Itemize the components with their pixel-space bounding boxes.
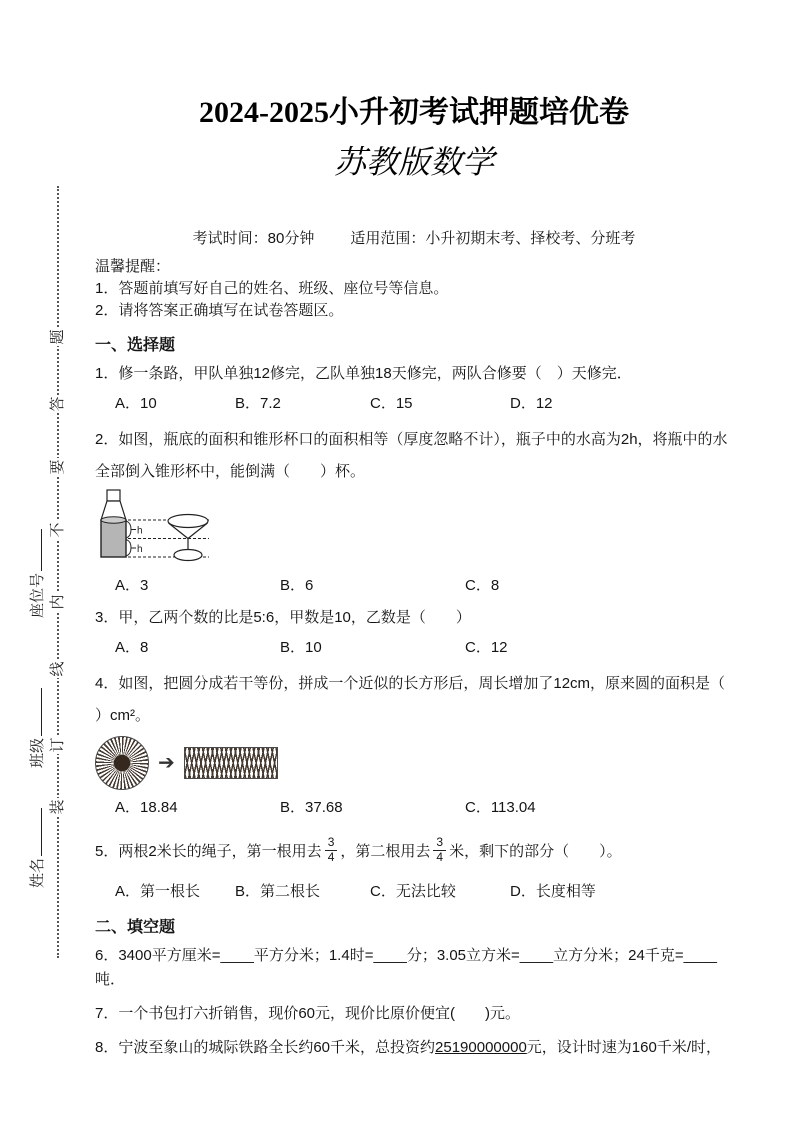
option-b: B．7.2 [235,395,281,412]
question-2: 2．如图，瓶底的面积和锥形杯口的面积相等（厚度忽略不计），瓶子中的水高为2h，将瓶中的水全部倒入锥形杯中，能倒满（ ）杯。 [95,431,728,480]
question-3: 3．甲，乙两个数的比是5:6，甲数是10，乙数是（ ） [95,609,471,626]
option-a: A．18.84 [115,799,178,816]
question-5-text-1: 5．两根2米长的绳子，第一根用去 [95,843,322,860]
fraction-three-fourths: $\frac{3}{4}$ [433,836,446,865]
option-a: A．10 [115,395,157,412]
binding-char: 订 [49,737,66,753]
question-1: 1．修一条路，甲队单独12修完，乙队单独18天修完，两队合修要（ ）天修完． [95,365,632,382]
binding-char: 线 [49,661,66,677]
option-b: B．第二根长 [235,883,321,900]
option-b: B．6 [280,577,314,594]
paper-title: 2024-2025小升初考试押题培优卷 [199,96,629,129]
option-a: A．8 [115,639,149,656]
option-d: D．12 [510,395,553,412]
section-heading-choice: 一、选择题 [95,337,176,354]
assembled-rectangle-icon [184,747,278,779]
fraction-three-fourths: $\frac{3}{4}$ [325,836,338,865]
question-5 [95,832,733,872]
option-c: C．15 [370,395,413,412]
question-5-text-2: ，第二根用去 [340,843,431,860]
sector-circle-icon [95,736,149,790]
circle-to-rectangle-figure [95,732,733,794]
name-field-label: 姓名 [29,857,46,888]
question-8-text-1: 8．宁波至象山的城际铁路全长约60千米，总投资约 [95,1039,436,1056]
name-field [26,808,47,888]
question-7: 7．一个书包打六折销售，现价60元，现价比原价便宜( )元。 [95,1005,521,1022]
option-c: C．无法比较 [370,883,456,900]
question-8 [95,1036,733,1060]
seat-number-field [26,529,47,618]
binding-char: 装 [49,799,66,815]
question-8-underlined-number: 25190000000 [435,1039,527,1056]
option-b: B．37.68 [280,799,343,816]
question-2-options [95,574,733,598]
binding-dotted-line [57,186,59,958]
question-5-text-3: 米，剩下的部分（ ）。 [449,843,622,860]
height-label-h2: h [137,544,143,555]
class-field-blank [27,688,42,736]
question-4-options [95,796,733,820]
option-d: D．长度相等 [510,883,596,900]
binding-char: 答 [49,396,66,412]
seat-number-field-blank [27,529,42,571]
exam-meta-line [95,228,733,250]
option-c: C．12 [465,639,508,656]
height-label-h1: h [137,525,143,537]
binding-char: 要 [49,459,66,475]
question-3-options [95,636,733,660]
name-field-blank [27,808,42,856]
reminder-item-1: 1．答题前填写好自己的姓名、班级、座位号等信息。 [95,280,449,297]
binding-char: 题 [49,329,66,345]
option-c: C．113.04 [465,799,536,816]
bottle-and-cone-figure [95,488,733,574]
option-c: C．8 [465,577,500,594]
exam-scope: 适用范围：小升初期末考、择校考、分班考 [350,230,636,247]
class-field-label: 班级 [29,737,46,768]
question-4: 4．如图，把圆分成若干等份，拼成一个近似的长方形后，周长增加了12cm，原来圆的面积是（ ）cm²。 [95,675,726,724]
class-field [26,688,47,768]
reminder-item-2: 2．请将答案正确填写在试卷答题区。 [95,302,344,319]
option-b: B．10 [280,639,322,656]
binding-char: 不 [49,522,66,538]
binding-char: 内 [49,594,66,610]
question-8-text-2: 元，设计时速为160千米/时， [526,1039,721,1056]
option-a: A．3 [115,577,149,594]
question-6: 6．3400平方厘米=____平方分米；1.4时=____分；3.05立方米=____立方分米；24千克=____吨． [95,947,717,988]
right-arrow-icon: ➔ [158,752,175,774]
option-a: A．第一根长 [115,883,201,900]
section-heading-fill-blank: 二、填空题 [95,919,176,936]
exam-time: 考试时间：80分钟 [192,230,315,247]
question-5-options [95,880,733,904]
reminder-heading: 温馨提醒： [95,258,171,275]
question-1-options [95,392,733,416]
main-content [95,0,733,1060]
paper-subtitle: 苏教版数学 [333,144,494,180]
seat-number-field-label: 座位号 [29,572,46,618]
